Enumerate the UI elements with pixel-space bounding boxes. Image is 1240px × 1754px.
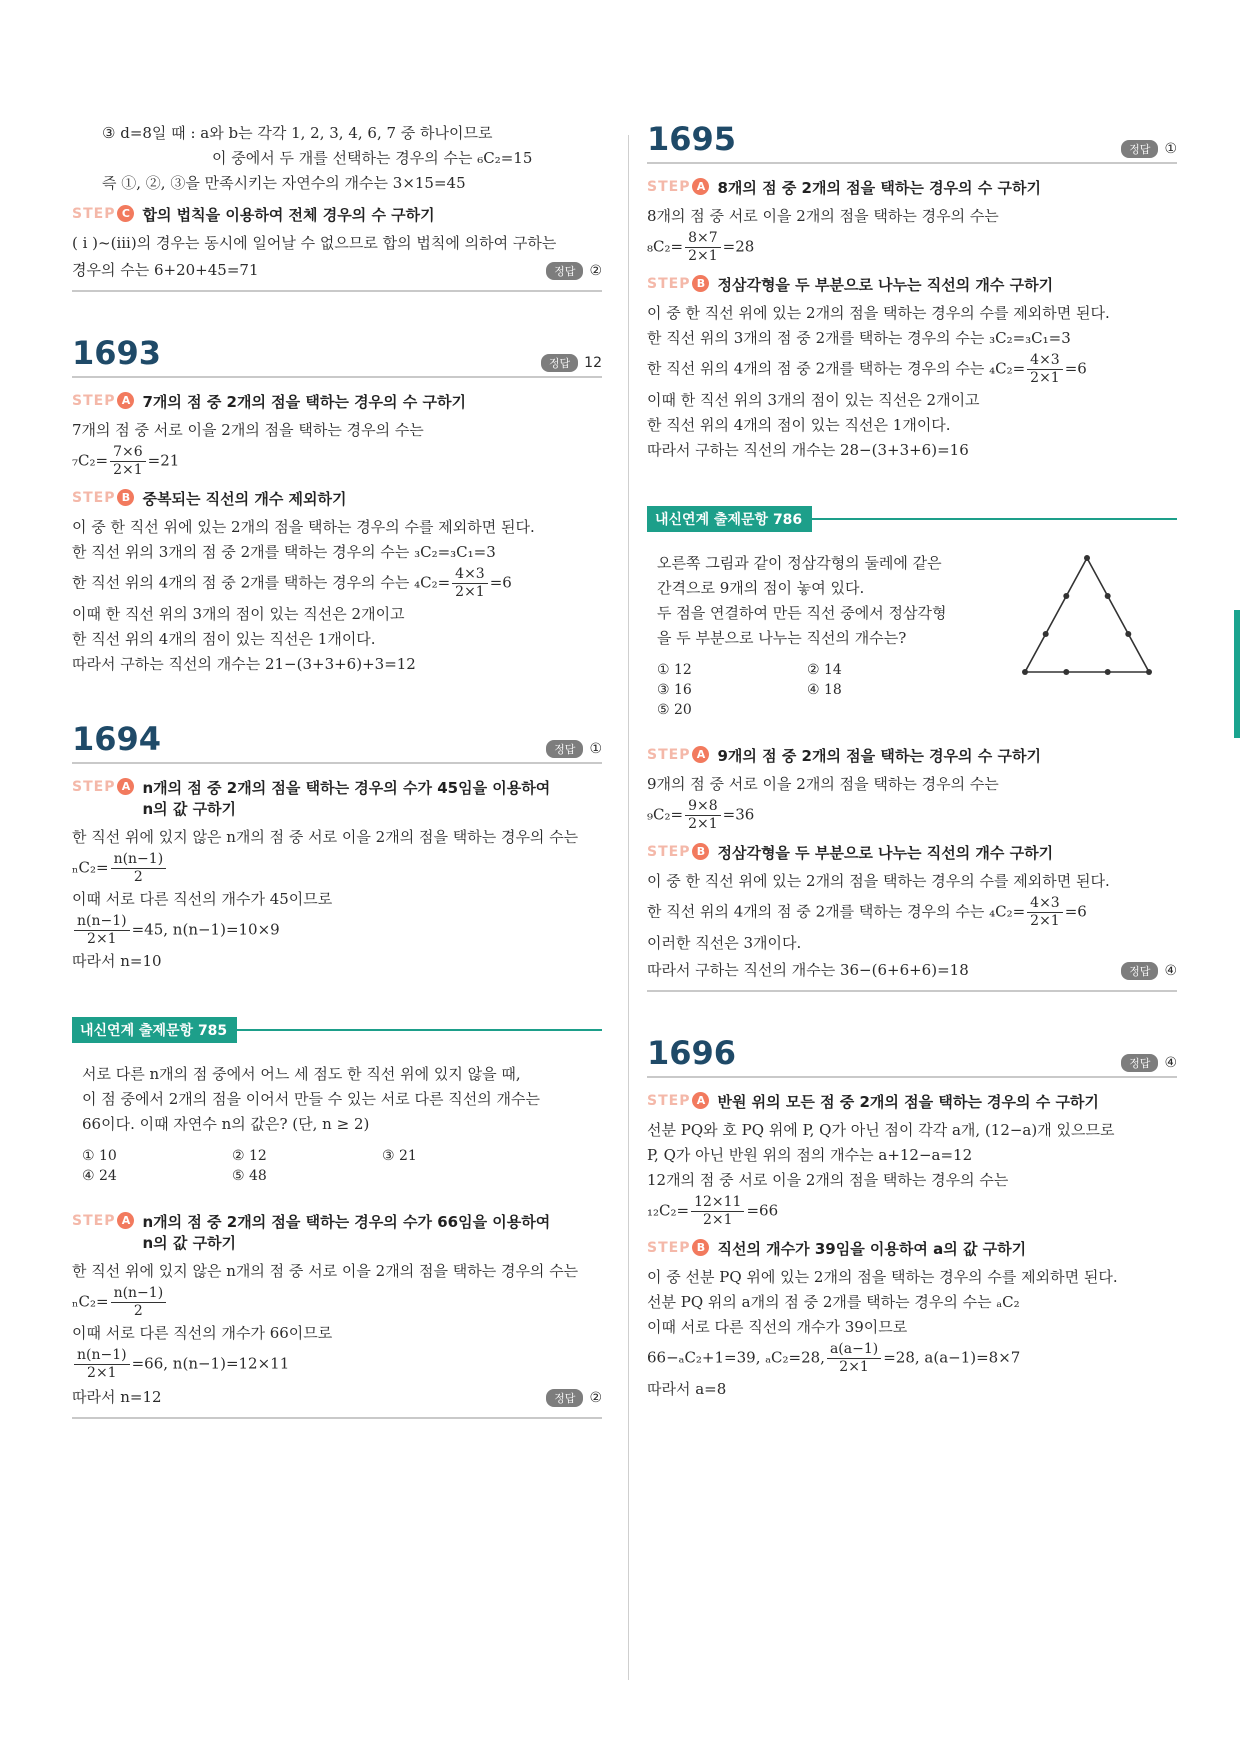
choice-item: ⑤ 48 xyxy=(232,1168,267,1184)
triangle-point xyxy=(1105,593,1111,599)
solution-line: 이때 서로 다른 직선의 개수가 66이므로 xyxy=(72,1324,333,1342)
problem-number: 1696 xyxy=(647,1034,737,1072)
solution-line: 이때 한 직선 위의 3개의 점이 있는 직선은 2개이고 xyxy=(647,391,980,409)
formula-line: 66−ₐC₂+1=39, ₐC₂=28, $\frac{a(a-1)}{2\times 1}$ =28, a(a−1)=8×7 xyxy=(647,1341,1021,1375)
answer-tag: 정답 ② xyxy=(546,262,602,280)
chapter-side-tab xyxy=(1234,610,1240,738)
formula-line: ₉C₂= $\frac{9\times 8}{2\times 1}$ =36 xyxy=(647,798,755,832)
choice-item: ② 12 xyxy=(232,1148,267,1164)
step-c-result: 경우의 수는 6+20+45=71 xyxy=(72,261,259,279)
problem-number: 1695 xyxy=(647,120,737,158)
solution-line: 이 중 한 직선 위에 있는 2개의 점을 택하는 경우의 수를 제외하면 된다. xyxy=(72,518,535,536)
solution-line: P, Q가 아닌 반원 위의 점의 개수는 a+12−a=12 xyxy=(647,1146,973,1164)
solution-line: 한 직선 위의 4개의 점이 있는 직선은 1개이다. xyxy=(647,416,951,434)
linked-problem-785 xyxy=(72,1023,602,1190)
left-column xyxy=(72,120,602,1419)
formula-line: 한 직선 위의 4개의 점 중 2개를 택하는 경우의 수는 ₄C₂= $\frac{4\times 3}{2\times 1}$ =6 xyxy=(647,895,1087,929)
triangle-point xyxy=(1063,669,1069,675)
solution-line: 이때 서로 다른 직선의 개수가 39이므로 xyxy=(647,1318,908,1336)
formula-line: ₁₂C₂= $\frac{12\times 11}{2\times 1}$ =66 xyxy=(647,1194,779,1228)
right-column xyxy=(647,120,1177,1403)
choice-item: ④ 18 xyxy=(807,682,842,698)
question-line: 이 점 중에서 2개의 점을 이어서 만들 수 있는 서로 다른 직선의 개수는 xyxy=(82,1090,540,1108)
step-c-heading: STEP C 합의 법칙을 이용하여 전체 경우의 수 구하기 xyxy=(72,205,435,224)
question-line: 서로 다른 n개의 점 중에서 어느 세 점도 한 직선 위에 있지 않을 때, xyxy=(82,1065,521,1083)
formula-line: $\frac{n(n-1)}{2\times 1}$ =45, n(n−1)=10×9 xyxy=(72,913,602,948)
solution-line: 따라서 n=10 xyxy=(72,952,162,970)
solution-line: 이러한 직선은 3개이다. xyxy=(647,934,802,952)
solution-line: 한 직선 위에 있지 않은 n개의 점 중 서로 이을 2개의 점을 택하는 경우의 수는 xyxy=(72,1262,579,1280)
solution-line: 12개의 점 중 서로 이을 2개의 점을 택하는 경우의 수는 xyxy=(647,1171,1009,1189)
solution-line: 따라서 구하는 직선의 개수는 28−(3+3+6)=16 xyxy=(647,441,969,459)
choice-item: ③ 16 xyxy=(657,682,692,698)
column-divider xyxy=(628,135,629,1680)
solution-line: 한 직선 위에 있지 않은 n개의 점 중 서로 이을 2개의 점을 택하는 경우의 수는 xyxy=(72,828,579,846)
solution-line: 한 직선 위의 4개의 점이 있는 직선은 1개이다. xyxy=(72,630,376,648)
formula-line: ₈C₂= $\frac{8\times 7}{2\times 1}$ =28 xyxy=(647,230,755,264)
choice-list xyxy=(82,1148,592,1184)
linked-problem-786 xyxy=(647,512,1177,724)
formula-line: $\frac{n(n-1)}{2\times 1}$ =66, n(n−1)=12×11 xyxy=(72,1347,602,1382)
solution-line: 이 중 한 직선 위에 있는 2개의 점을 택하는 경우의 수를 제외하면 된다. xyxy=(647,304,1110,322)
problem-1693-header xyxy=(72,334,602,378)
problem-number: 1694 xyxy=(72,720,162,758)
choice-item: ④ 24 xyxy=(82,1168,117,1184)
step-a-heading: STEP A 7개의 점 중 2개의 점을 택하는 경우의 수 구하기 xyxy=(72,392,466,411)
step-a-heading: STEP A 8개의 점 중 2개의 점을 택하는 경우의 수 구하기 xyxy=(647,178,1041,197)
triangle-figure xyxy=(1017,550,1157,680)
step-tag: STEP C xyxy=(72,205,134,222)
question-line: 오른쪽 그림과 같이 정삼각형의 둘레에 같은 xyxy=(657,554,942,572)
solution-line: 따라서 구하는 직선의 개수는 36−(6+6+6)=18 xyxy=(647,961,969,979)
box-label: 내신연계 출제문항 786 xyxy=(647,506,812,532)
answer-tag: 정답 ④ xyxy=(1121,1054,1177,1072)
step-a-heading: STEP A 반원 위의 모든 점 중 2개의 점을 택하는 경우의 수 구하기 xyxy=(647,1092,1099,1111)
case3-total-line: 즉 ①, ②, ③을 만족시키는 자연수의 개수는 3×15=45 xyxy=(102,174,466,192)
step-b-heading: STEP B 정삼각형을 두 부분으로 나누는 직선의 개수 구하기 xyxy=(647,275,1054,294)
choice-item: ⑤ 20 xyxy=(657,702,692,718)
choice-item: ① 12 xyxy=(657,662,692,678)
solution-line: 따라서 구하는 직선의 개수는 21−(3+3+6)+3=12 xyxy=(72,655,416,673)
question-line: 66이다. 이때 자연수 n의 값은? (단, n ≥ 2) xyxy=(82,1115,370,1133)
formula-line: 한 직선 위의 4개의 점 중 2개를 택하는 경우의 수는 ₄C₂= $\frac{4\times 3}{2\times 1}$ =6 xyxy=(647,352,1087,386)
case3-choose-line: 이 중에서 두 개를 선택하는 경우의 수는 ₆C₂=15 xyxy=(212,149,533,167)
choice-item: ③ 21 xyxy=(382,1148,417,1164)
problem-number: 1693 xyxy=(72,334,162,372)
formula-line: ₙC₂= $\frac{n(n-1)}{2}$ xyxy=(72,851,602,886)
answer-tag: 정답 ④ xyxy=(1121,962,1177,980)
choice-item: ① 10 xyxy=(82,1148,117,1164)
question-line: 두 점을 연결하여 만든 직선 중에서 정삼각형 xyxy=(657,604,947,622)
solution-line: 따라서 a=8 xyxy=(647,1380,727,1398)
step-a-heading: STEP A n개의 점 중 2개의 점을 택하는 경우의 수가 66임을 이용하여 n의 값 구하기 xyxy=(72,1212,551,1252)
step-b-heading: STEP B 중복되는 직선의 개수 제외하기 xyxy=(72,489,347,508)
solution-line: 선분 PQ와 호 PQ 위에 P, Q가 아닌 점이 각각 a개, (12−a)개 있으므로 xyxy=(647,1121,1115,1139)
solution-line: 이때 서로 다른 직선의 개수가 45이므로 xyxy=(72,890,333,908)
triangle-point xyxy=(1084,555,1090,561)
triangle-point xyxy=(1105,669,1111,675)
solution-line: 따라서 n=12 xyxy=(72,1388,162,1406)
solution-line: 선분 PQ 위의 a개의 점 중 2개를 택하는 경우의 수는 ₐC₂ xyxy=(647,1293,1020,1311)
step-a-heading: STEP A 9개의 점 중 2개의 점을 택하는 경우의 수 구하기 xyxy=(647,746,1041,765)
answer-tag: 정답 ② xyxy=(546,1389,602,1407)
answer-tag: 정답 ① xyxy=(546,740,602,758)
solution-line: 7개의 점 중 서로 이을 2개의 점을 택하는 경우의 수는 xyxy=(72,421,424,439)
triangle-point xyxy=(1125,631,1131,637)
solution-line: 한 직선 위의 3개의 점 중 2개를 택하는 경우의 수는 ₃C₂=₃C₁=3 xyxy=(647,329,1071,347)
problem-1696-header xyxy=(647,1034,1177,1078)
problem-1695-header xyxy=(647,120,1177,164)
solution-line: 한 직선 위의 3개의 점 중 2개를 택하는 경우의 수는 ₃C₂=₃C₁=3 xyxy=(72,543,496,561)
case3-line: ③ d=8일 때 : a와 b는 각각 1, 2, 3, 4, 6, 7 중 하나이므로 xyxy=(102,124,493,142)
section-end-rule xyxy=(72,1417,602,1419)
solution-line: 이때 한 직선 위의 3개의 점이 있는 직선은 2개이고 xyxy=(72,605,405,623)
step-b-heading: STEP B 정삼각형을 두 부분으로 나누는 직선의 개수 구하기 xyxy=(647,843,1054,862)
problem-1694-header xyxy=(72,720,602,764)
solution-line: 이 중 한 직선 위에 있는 2개의 점을 택하는 경우의 수를 제외하면 된다. xyxy=(647,872,1110,890)
solution-line: 이 중 선분 PQ 위에 있는 2개의 점을 택하는 경우의 수를 제외하면 된다. xyxy=(647,1268,1118,1286)
answer-tag: 정답 12 xyxy=(541,354,602,372)
solution-line: 9개의 점 중 서로 이을 2개의 점을 택하는 경우의 수는 xyxy=(647,775,999,793)
triangle-point xyxy=(1022,669,1028,675)
triangle-point xyxy=(1063,593,1069,599)
answer-tag: 정답 ① xyxy=(1121,140,1177,158)
box-label: 내신연계 출제문항 785 xyxy=(72,1017,237,1043)
step-c-line: ( i )~(iii)의 경우는 동시에 일어날 수 없으므로 합의 법칙에 의하여 구하는 xyxy=(72,234,557,252)
step-b-heading: STEP B 직선의 개수가 39임을 이용하여 a의 값 구하기 xyxy=(647,1239,1027,1258)
formula-line: ₙC₂= $\frac{n(n-1)}{2}$ xyxy=(72,1285,602,1320)
formula-line: ₇C₂= $\frac{7\times 6}{2\times 1}$ =21 xyxy=(72,444,180,478)
question-line: 을 두 부분으로 나누는 직선의 개수는? xyxy=(657,629,907,647)
question-line: 간격으로 9개의 점이 놓여 있다. xyxy=(657,579,865,597)
solution-line: 8개의 점 중 서로 이을 2개의 점을 택하는 경우의 수는 xyxy=(647,207,999,225)
triangle-point xyxy=(1043,631,1049,637)
formula-line: 한 직선 위의 4개의 점 중 2개를 택하는 경우의 수는 ₄C₂= $\frac{4\times 3}{2\times 1}$ =6 xyxy=(72,566,512,600)
step-a-heading: STEP A n개의 점 중 2개의 점을 택하는 경우의 수가 45임을 이용하여 n의 값 구하기 xyxy=(72,778,551,818)
choice-item: ② 14 xyxy=(807,662,842,678)
triangle-point xyxy=(1146,669,1152,675)
